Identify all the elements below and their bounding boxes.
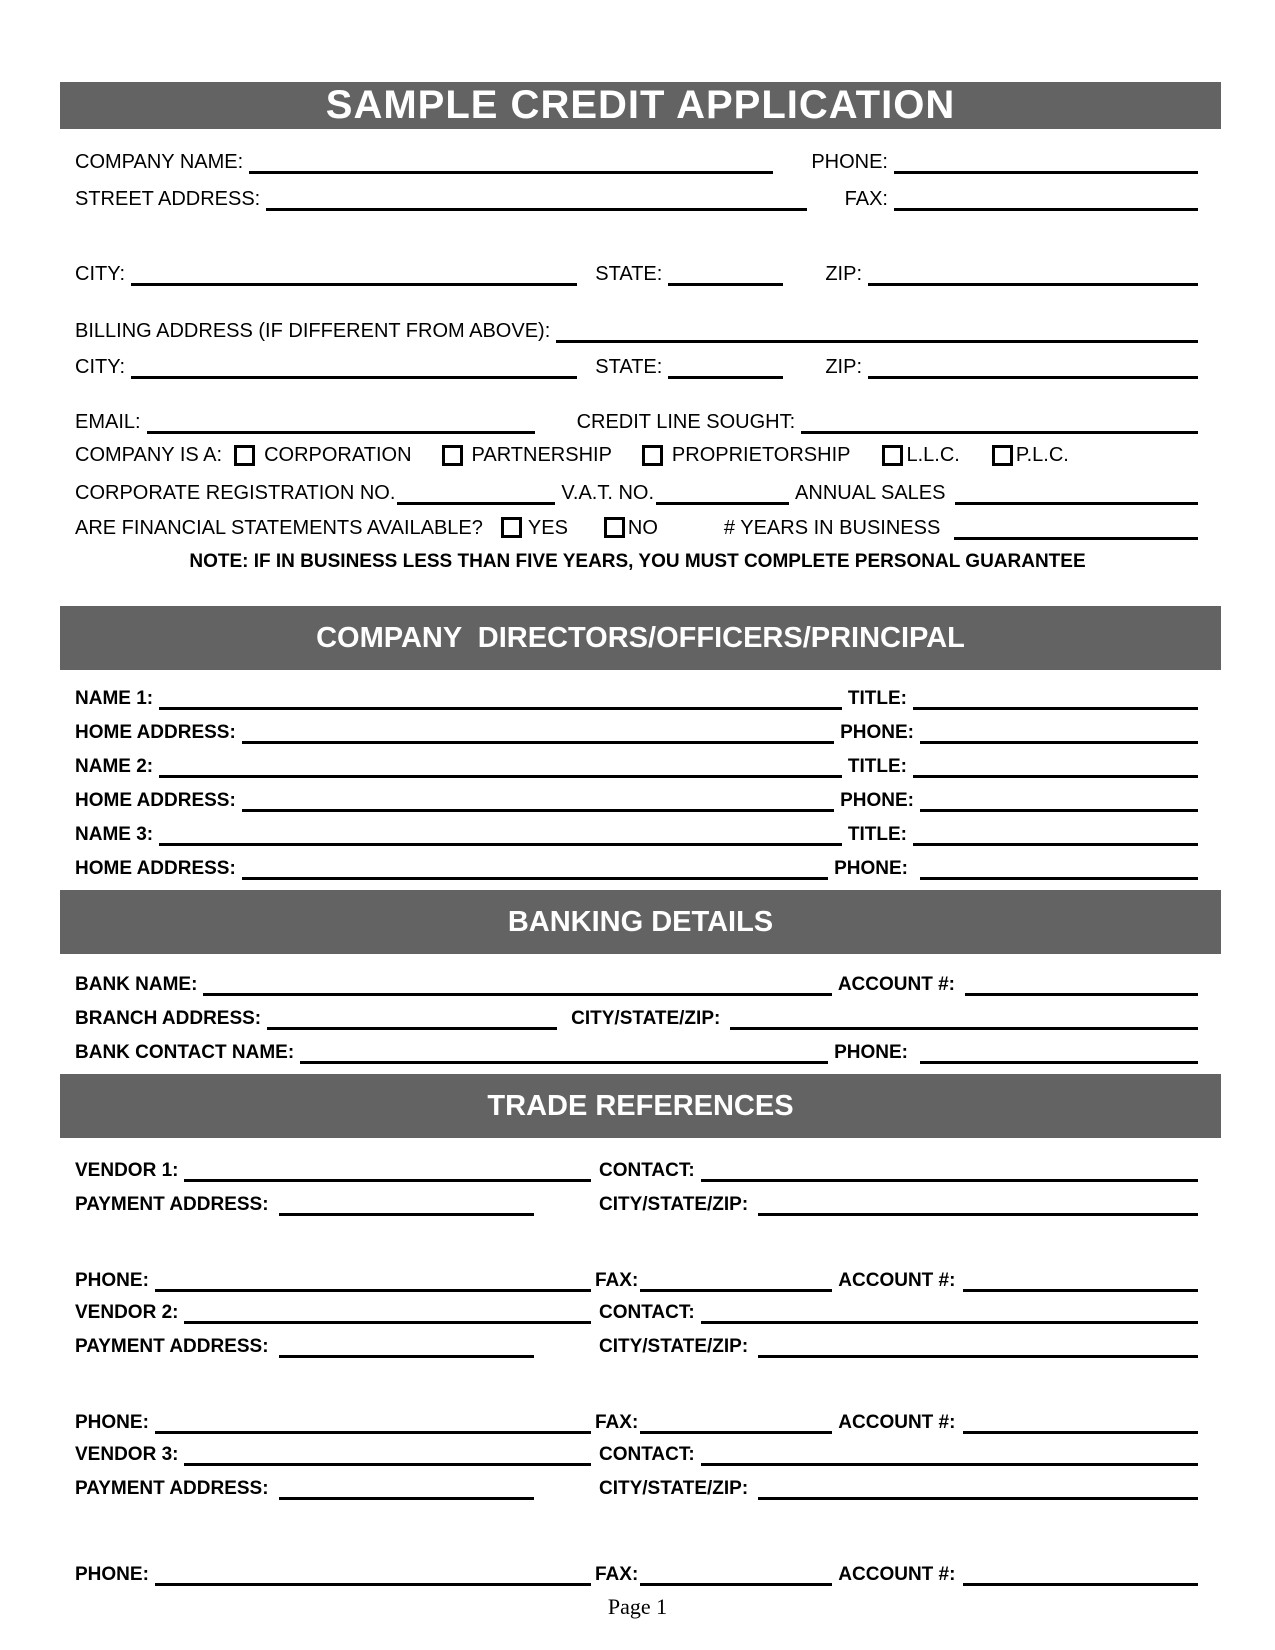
vendor1-phone-label: PHONE: xyxy=(75,1270,149,1291)
financial-statements-row xyxy=(0,509,1275,540)
fax-field[interactable] xyxy=(894,208,1198,211)
vendor2-phone-field[interactable] xyxy=(155,1431,591,1434)
financial-statements-label: ARE FINANCIAL STATEMENTS AVAILABLE? xyxy=(75,517,483,539)
phone3-field[interactable] xyxy=(920,877,1198,880)
email-label: EMAIL: xyxy=(75,411,141,433)
title3-field[interactable] xyxy=(913,843,1198,846)
vendor2-field[interactable] xyxy=(184,1321,591,1324)
billing-address-row xyxy=(0,312,1275,343)
phone2-label: PHONE: xyxy=(840,790,914,811)
director2-name-row xyxy=(0,748,1275,778)
credit-line-field[interactable] xyxy=(801,431,1198,434)
bank-account-field[interactable] xyxy=(965,993,1198,996)
vendor1-contact-field[interactable] xyxy=(701,1179,1198,1182)
title1-label: TITLE: xyxy=(847,688,907,709)
vat-label: V.A.T. NO. xyxy=(561,482,655,504)
vendor1-city-state-zip-field[interactable] xyxy=(758,1213,1198,1216)
title1-field[interactable] xyxy=(913,707,1198,710)
vendor3-row xyxy=(0,1436,1275,1466)
billing-city-state-zip-row xyxy=(0,348,1275,379)
vat-field[interactable] xyxy=(656,502,789,505)
directors-section-bar xyxy=(60,606,1221,670)
company-name-label: COMPANY NAME: xyxy=(75,151,244,173)
bank-contact-field[interactable] xyxy=(300,1061,828,1064)
vendor3-phone-label: PHONE: xyxy=(75,1564,149,1585)
branch-address-field[interactable] xyxy=(267,1027,557,1030)
bank-name-field[interactable] xyxy=(203,993,831,996)
trade-section-bar xyxy=(60,1074,1221,1138)
email-row xyxy=(0,403,1275,434)
vendor2-address-row xyxy=(0,1328,1275,1358)
vendor3-fax-label: FAX: xyxy=(595,1564,639,1585)
zip-field[interactable] xyxy=(868,283,1198,286)
vendor3-account-label: ACCOUNT #: xyxy=(838,1564,956,1585)
home-address3-label: HOME ADDRESS: xyxy=(75,858,236,879)
home-address3-field[interactable] xyxy=(242,877,828,880)
company-name-row xyxy=(0,143,1275,174)
director1-name-row xyxy=(0,680,1275,710)
bank-contact-row xyxy=(0,1034,1275,1064)
vendor1-payment-address-field[interactable] xyxy=(279,1213,534,1216)
vendor1-row xyxy=(0,1152,1275,1182)
trade-section-title: TRADE REFERENCES xyxy=(487,1090,794,1122)
name1-label: NAME 1: xyxy=(75,688,154,709)
vendor1-phone-row xyxy=(0,1262,1275,1292)
branch-address-row xyxy=(0,1000,1275,1030)
vendor2-fax-label: FAX: xyxy=(595,1412,639,1433)
vendor2-phone-row xyxy=(0,1404,1275,1434)
title2-field[interactable] xyxy=(913,775,1198,778)
home-address1-field[interactable] xyxy=(242,741,834,744)
vendor1-city-state-zip-label: CITY/STATE/ZIP: xyxy=(599,1194,749,1215)
city-state-zip-row xyxy=(0,255,1275,286)
billing-address-field[interactable] xyxy=(556,340,1198,343)
phone2-field[interactable] xyxy=(920,809,1198,812)
vendor1-address-row xyxy=(0,1186,1275,1216)
bank-city-state-zip-field[interactable] xyxy=(730,1027,1198,1030)
vendor3-payment-address-label: PAYMENT ADDRESS: xyxy=(75,1478,269,1499)
home-address2-field[interactable] xyxy=(242,809,834,812)
annual-sales-field[interactable] xyxy=(955,502,1198,505)
vendor2-payment-address-field[interactable] xyxy=(279,1355,534,1358)
city-label: CITY: xyxy=(75,263,126,285)
yes-label: YES xyxy=(527,517,568,539)
vendor2-contact-field[interactable] xyxy=(701,1321,1198,1324)
partnership-checkbox[interactable] xyxy=(442,445,463,466)
vendor1-account-label: ACCOUNT #: xyxy=(838,1270,956,1291)
name2-field[interactable] xyxy=(159,775,842,778)
vendor2-row xyxy=(0,1294,1275,1324)
billing-city-field[interactable] xyxy=(131,376,577,379)
vendor2-phone-label: PHONE: xyxy=(75,1412,149,1433)
city-field[interactable] xyxy=(131,283,577,286)
vendor1-field[interactable] xyxy=(184,1179,591,1182)
title3-label: TITLE: xyxy=(847,824,907,845)
title2-label: TITLE: xyxy=(847,756,907,777)
vendor2-city-state-zip-label: CITY/STATE/ZIP: xyxy=(599,1336,749,1357)
corporate-registration-field[interactable] xyxy=(397,502,555,505)
vendor2-fax-field[interactable] xyxy=(640,1431,832,1434)
phone3-label: PHONE: xyxy=(834,858,908,879)
state-label: STATE: xyxy=(595,263,663,285)
phone1-field[interactable] xyxy=(920,741,1198,744)
vendor3-city-state-zip-field[interactable] xyxy=(758,1497,1198,1500)
financial-no-checkbox[interactable] xyxy=(604,517,625,538)
bank-phone-field[interactable] xyxy=(920,1061,1198,1064)
billing-state-label: STATE: xyxy=(595,356,663,378)
llc-checkbox[interactable] xyxy=(882,445,903,466)
no-label: NO xyxy=(627,517,658,539)
vendor3-phone-field[interactable] xyxy=(155,1583,591,1586)
credit-line-label: CREDIT LINE SOUGHT: xyxy=(576,411,796,433)
director1-address-row xyxy=(0,714,1275,744)
vendor3-field[interactable] xyxy=(184,1463,591,1466)
partnership-label: PARTNERSHIP xyxy=(471,443,612,466)
vendor3-contact-label: CONTACT: xyxy=(599,1444,695,1465)
name3-label: NAME 3: xyxy=(75,824,154,845)
name1-field[interactable] xyxy=(159,707,842,710)
name3-field[interactable] xyxy=(159,843,842,846)
branch-address-label: BRANCH ADDRESS: xyxy=(75,1008,262,1029)
home-address1-label: HOME ADDRESS: xyxy=(75,722,236,743)
corporate-registration-label: CORPORATE REGISTRATION NO. xyxy=(75,482,396,504)
vendor3-phone-row xyxy=(0,1556,1275,1586)
banking-section-bar xyxy=(60,890,1221,954)
vendor1-label: VENDOR 1: xyxy=(75,1160,179,1181)
phone1-label: PHONE: xyxy=(840,722,914,743)
street-address-label: STREET ADDRESS: xyxy=(75,188,261,210)
corporation-label: CORPORATION xyxy=(264,443,412,466)
proprietorship-label: PROPRIETORSHIP xyxy=(671,443,851,466)
vendor2-payment-address-label: PAYMENT ADDRESS: xyxy=(75,1336,269,1357)
director3-address-row xyxy=(0,850,1275,880)
financial-yes-checkbox[interactable] xyxy=(501,517,522,538)
director3-name-row xyxy=(0,816,1275,846)
vendor1-contact-label: CONTACT: xyxy=(599,1160,695,1181)
vendor3-account-field[interactable] xyxy=(963,1583,1198,1586)
form-title-bar xyxy=(60,82,1221,129)
phone-field[interactable] xyxy=(894,171,1198,174)
bank-city-state-zip-label: CITY/STATE/ZIP: xyxy=(571,1008,721,1029)
vendor2-account-field[interactable] xyxy=(963,1431,1198,1434)
vendor1-phone-field[interactable] xyxy=(155,1289,591,1292)
name2-label: NAME 2: xyxy=(75,756,154,777)
home-address2-label: HOME ADDRESS: xyxy=(75,790,236,811)
zip-label: ZIP: xyxy=(825,263,862,285)
fax-label: FAX: xyxy=(844,188,888,210)
phone-label: PHONE: xyxy=(811,151,888,173)
vendor3-address-row xyxy=(0,1470,1275,1500)
email-field[interactable] xyxy=(147,431,535,434)
vendor3-label: VENDOR 3: xyxy=(75,1444,179,1465)
vendor1-payment-address-label: PAYMENT ADDRESS: xyxy=(75,1194,269,1215)
vendor3-city-state-zip-label: CITY/STATE/ZIP: xyxy=(599,1478,749,1499)
vendor3-fax-field[interactable] xyxy=(640,1583,832,1586)
years-in-business-label: # YEARS IN BUSINESS xyxy=(723,517,941,539)
vendor2-contact-label: CONTACT: xyxy=(599,1302,695,1323)
bank-account-label: ACCOUNT #: xyxy=(837,974,955,995)
vendor2-account-label: ACCOUNT #: xyxy=(838,1412,956,1433)
vendor1-fax-field[interactable] xyxy=(640,1289,832,1292)
bank-phone-label: PHONE: xyxy=(834,1042,908,1063)
director2-address-row xyxy=(0,782,1275,812)
personal-guarantee-note: NOTE: IF IN BUSINESS LESS THAN FIVE YEARS, YOU MUST COMPLETE PERSONAL GUARANTEE xyxy=(189,551,1086,572)
form-title: SAMPLE CREDIT APPLICATION xyxy=(325,83,956,127)
llc-label: L.L.C. xyxy=(906,443,960,466)
street-address-row xyxy=(0,180,1275,211)
company-is-a-label: COMPANY IS A: xyxy=(75,443,223,466)
company-name-field[interactable] xyxy=(249,171,773,174)
vendor2-city-state-zip-field[interactable] xyxy=(758,1355,1198,1358)
bank-contact-label: BANK CONTACT NAME: xyxy=(75,1042,295,1063)
vendor1-account-field[interactable] xyxy=(963,1289,1198,1292)
vendor2-label: VENDOR 2: xyxy=(75,1302,179,1323)
years-in-business-field[interactable] xyxy=(954,537,1198,540)
vendor1-fax-label: FAX: xyxy=(595,1270,639,1291)
plc-checkbox[interactable] xyxy=(992,445,1013,466)
page-number: Page 1 xyxy=(607,1594,668,1619)
annual-sales-label: ANNUAL SALES xyxy=(795,482,946,504)
billing-zip-field[interactable] xyxy=(868,376,1198,379)
vendor3-contact-field[interactable] xyxy=(701,1463,1198,1466)
corporation-checkbox[interactable] xyxy=(234,445,255,466)
billing-city-label: CITY: xyxy=(75,356,126,378)
billing-address-label: BILLING ADDRESS (IF DIFFERENT FROM ABOVE): xyxy=(75,320,551,342)
proprietorship-checkbox[interactable] xyxy=(642,445,663,466)
billing-zip-label: ZIP: xyxy=(825,356,862,378)
banking-section-title: BANKING DETAILS xyxy=(507,906,774,938)
company-type-row xyxy=(0,440,1275,470)
street-address-field[interactable] xyxy=(266,208,806,211)
bank-name-label: BANK NAME: xyxy=(75,974,198,995)
state-field[interactable] xyxy=(668,283,783,286)
directors-section-title: COMPANY DIRECTORS/OFFICERS/PRINCIPAL xyxy=(316,622,965,654)
bank-name-row xyxy=(0,966,1275,996)
registration-row xyxy=(0,474,1275,505)
vendor3-payment-address-field[interactable] xyxy=(279,1497,534,1500)
plc-label: P.L.C. xyxy=(1015,443,1069,466)
billing-state-field[interactable] xyxy=(668,376,783,379)
